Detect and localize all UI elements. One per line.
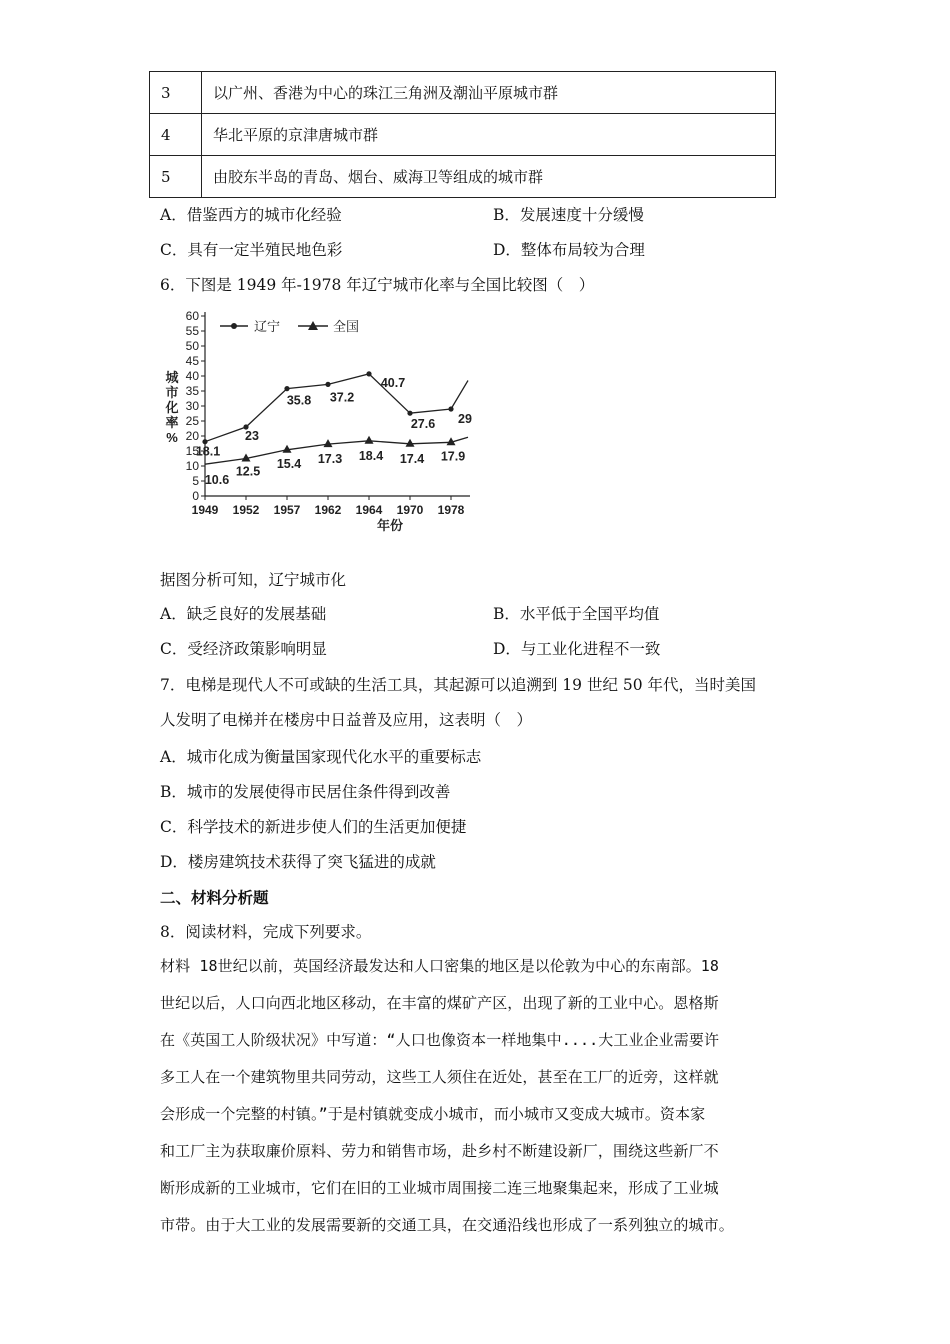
y-axis-title-char: 城 bbox=[165, 370, 179, 385]
data-label-liaoning: 29 bbox=[458, 412, 472, 426]
y-tick-label: 10 bbox=[185, 459, 199, 473]
legend-label-liaoning: 辽宁 bbox=[254, 319, 281, 334]
y-axis-title-char: 化 bbox=[165, 400, 179, 415]
table-row bbox=[150, 114, 776, 156]
q6-after-text: 据图分析可知，辽宁城市化 bbox=[160, 571, 347, 589]
material-line: 在《英国工人阶级状况》中写道：“人口也像资本一样地集中....大工业企业需要许 bbox=[160, 1031, 720, 1049]
x-tick-label: 1957 bbox=[273, 503, 301, 517]
y-axis-title-char: 率 bbox=[165, 415, 179, 430]
x-axis bbox=[192, 496, 470, 533]
data-point-national bbox=[365, 436, 374, 444]
y-tick-label: 15 bbox=[185, 444, 199, 458]
q7-stem-line2: 人发明了电梯并在楼房中日益普及应用，这表明（ ） bbox=[160, 711, 533, 729]
data-point-liaoning bbox=[366, 371, 371, 376]
data-point-liaoning bbox=[202, 439, 207, 444]
y-tick-label: 50 bbox=[185, 339, 199, 353]
y-tick-label: 35 bbox=[185, 384, 199, 398]
data-label-liaoning: 27.6 bbox=[410, 417, 436, 432]
material-line: 世纪以后，人口向西北地区移动，在丰富的煤矿产区，出现了新的工业中心。恩格斯 bbox=[160, 994, 719, 1012]
data-label-liaoning: 23 bbox=[245, 429, 259, 443]
y-tick-label: 40 bbox=[185, 369, 199, 383]
q7-option-d[interactable]: D．楼房建筑技术获得了突飞猛进的成就 bbox=[160, 853, 436, 871]
table-row bbox=[150, 72, 776, 114]
q6-stem: 6．下图是 1949 年-1978 年辽宁城市化率与全国比较图（ ） bbox=[160, 276, 595, 294]
table-cell-text: 由胶东半岛的青岛、烟台、威海卫等组成的城市群 bbox=[202, 156, 776, 198]
data-point-liaoning bbox=[448, 406, 453, 411]
q6-option-d[interactable]: D．与工业化进程不一致 bbox=[493, 640, 661, 658]
city-cluster-table bbox=[149, 71, 776, 198]
data-point-liaoning bbox=[325, 382, 330, 387]
material-line: 断形成新的工业城市，它们在旧的工业城市周围接二连三地聚集起来，形成了工业城 bbox=[160, 1179, 719, 1197]
data-label-national: 10.6 bbox=[204, 473, 230, 488]
q7-option-c[interactable]: C．科学技术的新进步使人们的生活更加便捷 bbox=[160, 818, 467, 836]
y-tick-label: 45 bbox=[185, 354, 199, 368]
x-tick-label: 1952 bbox=[232, 503, 260, 517]
chart-series bbox=[196, 371, 472, 487]
data-label-national: 17.9 bbox=[440, 449, 466, 464]
y-axis-title-char: 市 bbox=[165, 385, 179, 400]
material-line: 多工人在一个建筑物里共同劳动，这些工人须住在近处，甚至在工厂的近旁，这样就 bbox=[160, 1068, 719, 1086]
urbanization-line-chart bbox=[160, 306, 480, 536]
y-tick-label: 0 bbox=[192, 489, 199, 503]
data-point-national bbox=[324, 439, 333, 447]
table-cell-text: 华北平原的京津唐城市群 bbox=[202, 114, 776, 156]
data-point-liaoning bbox=[407, 411, 412, 416]
data-label-liaoning: 35.8 bbox=[286, 393, 312, 408]
data-label-liaoning: 37.2 bbox=[329, 390, 355, 405]
y-tick-label: 20 bbox=[185, 429, 199, 443]
q5-option-a[interactable]: A．借鉴西方的城市化经验 bbox=[160, 206, 342, 224]
y-axis-title-char: % bbox=[166, 430, 178, 445]
table-cell-num: 3 bbox=[150, 72, 202, 114]
legend-label-national: 全国 bbox=[333, 319, 360, 334]
q7-option-a[interactable]: A．城市化成为衡量国家现代化水平的重要标志 bbox=[160, 748, 482, 766]
x-axis-title: 年份 bbox=[376, 518, 404, 533]
y-axis bbox=[186, 309, 205, 503]
y-axis-label bbox=[164, 370, 179, 445]
x-tick-label: 1962 bbox=[314, 503, 342, 517]
y-tick-label: 60 bbox=[185, 309, 199, 323]
q6-option-b[interactable]: B．水平低于全国平均值 bbox=[493, 605, 660, 623]
chart-legend bbox=[220, 319, 359, 334]
data-label-national: 18.4 bbox=[358, 448, 384, 463]
q8-stem: 8．阅读材料，完成下列要求。 bbox=[160, 923, 372, 941]
table-cell-num: 4 bbox=[150, 114, 202, 156]
x-tick-label: 1949 bbox=[191, 503, 219, 517]
q5-option-c[interactable]: C．具有一定半殖民地色彩 bbox=[160, 241, 343, 259]
data-label-national: 15.4 bbox=[276, 456, 302, 471]
table-cell-num: 5 bbox=[150, 156, 202, 198]
x-tick-label: 1978 bbox=[437, 503, 465, 517]
legend-marker-liaoning bbox=[231, 323, 237, 329]
data-label-liaoning: 18.1 bbox=[195, 444, 221, 459]
q7-stem-line1: 7．电梯是现代人不可或缺的生活工具，其起源可以追溯到 19 世纪 50 年代，当时美国 bbox=[160, 676, 757, 694]
data-label-liaoning: 40.7 bbox=[380, 375, 406, 390]
q5-option-b[interactable]: B．发展速度十分缓慢 bbox=[493, 206, 644, 224]
material-line: 会形成一个完整的村镇。”于是村镇就变成小城市，而小城市又变成大城市。资本家 bbox=[160, 1105, 706, 1123]
x-tick-label: 1970 bbox=[396, 503, 424, 517]
x-tick-label: 1964 bbox=[355, 503, 383, 517]
data-label-national: 17.3 bbox=[317, 452, 343, 467]
material-line: 材料 18世纪以前，英国经济最发达和人口密集的地区是以伦敦为中心的东南部。18 bbox=[160, 957, 720, 975]
data-point-national bbox=[406, 439, 415, 447]
y-tick-label: 55 bbox=[185, 324, 199, 338]
material-line: 和工厂主为获取廉价原料、劳力和销售市场，赴乡村不断建设新厂，围绕这些新厂不 bbox=[160, 1142, 719, 1160]
y-tick-label: 25 bbox=[185, 414, 199, 428]
q5-option-d[interactable]: D．整体布局较为合理 bbox=[493, 241, 645, 259]
table-cell-text: 以广州、香港为中心的珠江三角洲及潮汕平原城市群 bbox=[202, 72, 776, 114]
table-row bbox=[150, 156, 776, 198]
material-line: 市带。由于大工业的发展需要新的交通工具，在交通沿线也形成了一系列独立的城市。 bbox=[160, 1216, 734, 1234]
q7-option-b[interactable]: B．城市的发展使得市民居住条件得到改善 bbox=[160, 783, 451, 801]
q6-option-a[interactable]: A．缺乏良好的发展基础 bbox=[160, 605, 327, 623]
y-tick-label: 30 bbox=[185, 399, 199, 413]
data-label-national: 17.4 bbox=[399, 451, 425, 466]
data-point-liaoning bbox=[284, 386, 289, 391]
data-label-national: 12.5 bbox=[235, 464, 261, 479]
y-tick-label: 5 bbox=[192, 474, 199, 488]
q6-option-c[interactable]: C．受经济政策影响明显 bbox=[160, 640, 327, 658]
section-title: 二、材料分析题 bbox=[160, 888, 269, 907]
